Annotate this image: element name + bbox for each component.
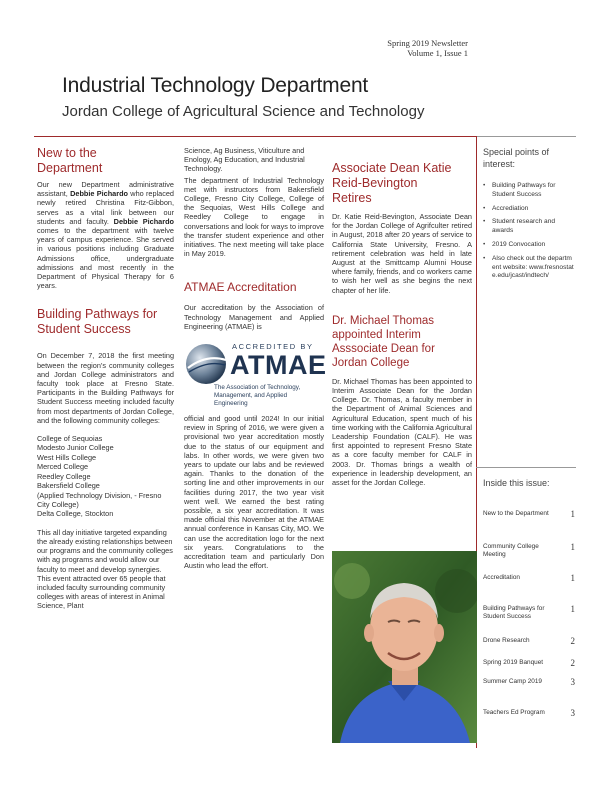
building-pathways-body-2: This all day initiative targeted expanding the already existing relationships between our programs and the community colleges with ag programs and would allow our faculty to meet and develop synergies. This event attracted over 65 people that included faculty surrounding community colleges with areas of interest in Animal Science, Plant: [37, 527, 173, 611]
college-item: Reedley College: [37, 471, 91, 481]
toc-page: 1: [570, 509, 575, 519]
body-text: comes to the department with twelve years of campus experience. She served in various positions including Graduate Admissions office, undergraduate admissions and most recently in the Department of Physical Therapy for 6 years.: [37, 226, 174, 291]
toc-page: 1: [570, 604, 575, 614]
toc-item[interactable]: [483, 574, 579, 582]
sidebar: [483, 146, 575, 286]
name-debbie: Debbie Pichardo: [70, 189, 128, 199]
name-debbie-2: Debbie Pichardo: [113, 216, 174, 226]
special-point-item: • Student research and awards: [483, 218, 575, 236]
special-points-list: [483, 182, 575, 281]
college-item: (Applied Technology Division, - Fresno City College): [37, 490, 162, 509]
toc-item[interactable]: [483, 543, 579, 559]
header-rule: [34, 136, 476, 137]
toc-item[interactable]: [483, 510, 579, 518]
toc-label: Community College Meeting: [483, 543, 539, 558]
college-list: [37, 434, 174, 519]
special-point-item: • 2019 Convocation: [483, 241, 575, 250]
body-text: Our new Department administrative assistant,: [37, 180, 174, 199]
column-1: [37, 146, 174, 611]
issue-info: [360, 38, 468, 58]
toc-page: 2: [570, 636, 575, 646]
toc-item[interactable]: [483, 605, 579, 621]
building-pathways-body: On December 7, 2018 the first meeting between the region’s community colleges and Jordan College administrators and faculty took place at Fresno State. Participants in the Building Pathways for Student Success meeting included faculty from most departments of Jordan College, and the following community colleges:: [37, 351, 174, 425]
column-3: [332, 161, 472, 487]
toc-page: 1: [570, 542, 575, 552]
column-2: [184, 146, 327, 571]
toc-item[interactable]: [483, 678, 579, 686]
college-item: Merced College: [37, 462, 89, 472]
toc-label: Teachers Ed Program: [483, 709, 545, 716]
special-point-item: • Also check out the department website: www.fresnostate.edu/jcast/indtech/: [483, 255, 575, 281]
college-item: Modesto Junior College: [37, 443, 114, 453]
building-pathways-continued: Science, Ag Business, Viticulture and Enology, Ag Education, and Industrial Technology.: [184, 146, 305, 174]
toc-item[interactable]: [483, 659, 579, 667]
associate-dean-body: Dr. Katie Reid-Bevington, Associate Dean for the Jordan College of Agrifculter retired in August, 2018 after 20 years of service to California State University, Fresno. A retirement celebration was held in late August at the Smittcamp Alumni House where family, friends, and co workers came to wish her well as she begins the next chapter of her life.: [332, 212, 472, 295]
toc-page: 3: [570, 677, 575, 687]
toc-label: Spring 2019 Banquet: [483, 659, 544, 666]
toc-item[interactable]: [483, 709, 579, 717]
table-of-contents: [483, 507, 579, 727]
college-item: West Hills College: [37, 452, 97, 462]
toc-label: Drone Research: [483, 637, 530, 644]
college-item: College of Sequoias: [37, 434, 103, 444]
sidebar-rule: [476, 136, 576, 137]
thomas-heading: Dr. Michael Thomas appointed Interim Asssociate Dean for Jordan College: [332, 314, 435, 369]
atmae-heading: ATMAE Accreditation: [184, 280, 297, 295]
inside-issue-heading: Inside this issue:: [483, 478, 550, 488]
newsletter-subtitle: Jordan College of Agricultural Science and Technology: [62, 103, 425, 120]
body-text: who replaced newly retired Christina Fitz-Gibbon, serves as a vital link between our students and faculty.: [37, 189, 174, 226]
thomas-body: Dr. Michael Thomas has been appointed to Interim Associate Dean for the Jordan College. Dr. Thomas, a faculty member in the Department of Animal Sciences and Agricultural Education, spent much of his time working with the California Agricultural Leadership Foundation (CALF). He was first appointed to represent Fresno State as a core faculty member for CALF in 2003. Dr. Thomas brings a wealth of experience in leadership development, an asset for the Jordan College.: [332, 376, 472, 488]
building-pathways-continued-2: The department of Industrial Technology met with instructors from Bakersfield College, Fresno City College, College of the Sequoias, West Hills College and Reedley College to engage in conversations and look for ways to improve the transfer student experience and other initiatives. The next meeting will take place in May 2019.: [184, 175, 324, 259]
logo-atmae-wordmark: ATMAE: [230, 350, 327, 381]
sidebar-mid-rule: [476, 467, 576, 468]
toc-label: New to the Department: [483, 510, 549, 517]
special-points-heading: Special points of interest:: [483, 147, 550, 169]
atmae-body-2: official and good until 2024! In our initial review in Spring of 2016, we were given a provisional two year accreditation mostly due to the status of our equipment and labs. In other words, we were given two years to update our labs and be reviewed again. Thanks to the donation of the sorting line and other improvements in our facilities during 2017, the two year visit went well. We earned the best rating possible, a six year accreditation. It was made official this November at the ATMAE annual conference in Kansas City, MO. We can use the accreditation logo for the next six years. Congratulations to the accreditation team and particularly Don Austin who lead the effort.: [184, 414, 324, 571]
toc-page: 1: [570, 573, 575, 583]
building-pathways-heading: Building Pathways for Student Success: [37, 307, 158, 337]
college-item: Bakersfield College: [37, 481, 100, 491]
new-to-department-heading: New to the Department: [37, 146, 103, 175]
toc-item[interactable]: [483, 637, 579, 645]
logo-accredited-by: ACCREDITED BY: [232, 342, 314, 352]
new-to-department-body: [37, 180, 174, 290]
special-point-item: • Building Pathways for Student Success: [483, 182, 575, 200]
michael-thomas-photo: [332, 551, 477, 743]
atmae-body-1: Our accreditation by the Association of Technology Management and Applied Engineering (ATMAE) is: [184, 303, 324, 331]
logo-tagline: The Association of Technology, Management, and Applied Engineering: [214, 384, 301, 408]
newsletter-title: Industrial Technology Department: [62, 74, 369, 97]
toc-page: 3: [570, 708, 575, 718]
special-point-item: • Accrediation: [483, 205, 575, 214]
toc-label: Building Pathways for Student Success: [483, 605, 545, 620]
college-item: Delta College, Stockton: [37, 509, 114, 519]
atmae-logo: [184, 334, 327, 412]
toc-page: 2: [570, 658, 575, 668]
atmae-globe-icon: [184, 342, 228, 386]
toc-label: Summer Camp 2019: [483, 678, 542, 685]
associate-dean-heading: Associate Dean Katie Reid-Bevington Retires: [332, 161, 452, 205]
issue-volume: Volume 1, Issue 1: [407, 48, 468, 58]
issue-date: Spring 2019 Newsletter: [387, 38, 468, 48]
toc-label: Accreditation: [483, 574, 520, 581]
